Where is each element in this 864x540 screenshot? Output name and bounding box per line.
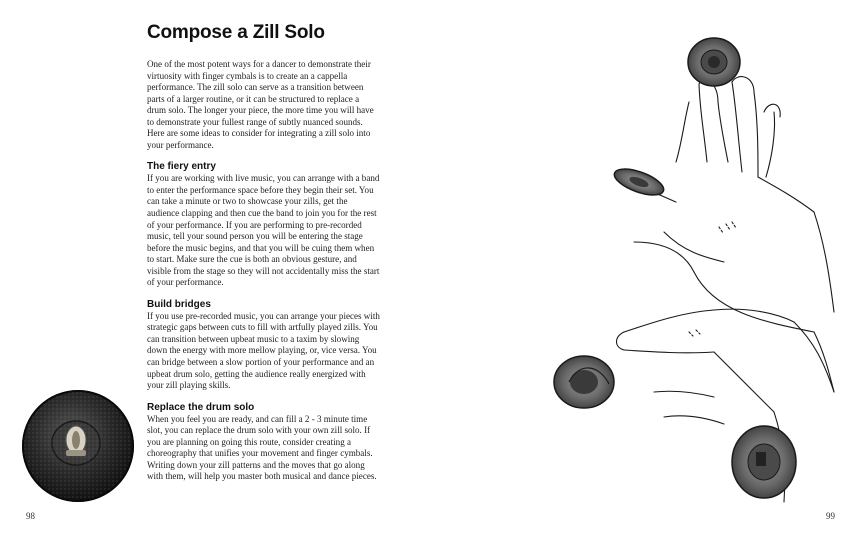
hands-with-zills-illustration	[514, 12, 854, 512]
section-heading-build-bridges: Build bridges	[147, 298, 211, 310]
zill-left	[611, 164, 667, 201]
right-page	[432, 0, 864, 540]
section-body-build-bridges: If you use pre-recorded music, you can arrange your pieces with strategic gaps between cuts to fill with artfully played zills. You can transition between upbeat music to a taxim by slowing down the energy with more mellow playing, or, vice versa. You can bridge between a slow portion of your performance and an upbeat drum solo, getting the audience really energized with your zill playing skills.	[147, 310, 380, 391]
section-body-fiery-entry: If you are working with live music, you can arrange with a band to enter the performance space before they begin their set. You can take a minute or two to showcase your zills, get the audience clapping and then cue the band to join you for the rest of your performance. If you are performing to pre-recorded music, tell your sound person you will be entering the stage before the music begins, and that you will be cuing them when to start. Make sure the cue is both an obvious gesture, and visible from the stage so they will not accidentally miss the start of your performance.	[147, 173, 380, 288]
section-heading-fiery-entry: The fiery entry	[147, 161, 216, 173]
zill-bottom-left	[554, 356, 614, 408]
section-heading-replace-drum-solo: Replace the drum solo	[147, 401, 255, 413]
page-number-left: 98	[26, 511, 35, 521]
section-body-replace-drum-solo: When you feel you are ready, and can fill a 2 - 3 minute time slot, you can replace the drum solo with your own zill solo. If you are planning on going this route, consider creating a choreography that unifies your movement and finger cymbals. Writing down your zill patterns and the moves that go along with them, will help you master both musical and dance pieces.	[147, 413, 377, 482]
finger-cymbal-photo	[20, 388, 136, 504]
zill-top	[688, 38, 740, 86]
page-title: Compose a Zill Solo	[147, 22, 325, 43]
intro-paragraph: One of the most potent ways for a dancer to demonstrate their virtuosity with finger cymbals is to create an a cappella performance. The zill solo can serve as a transition between parts of a larger routine, or it can be structured to replace a drum solo. The longer your piece, the more time you will have to demonstrate your fullest range of subtly nuanced sounds. Here are some ideas to consider for integrating a zill solo into your performance.	[147, 59, 374, 150]
article-body	[147, 59, 380, 483]
zill-bottom-right	[732, 426, 796, 498]
page-number-right: 99	[826, 511, 835, 521]
